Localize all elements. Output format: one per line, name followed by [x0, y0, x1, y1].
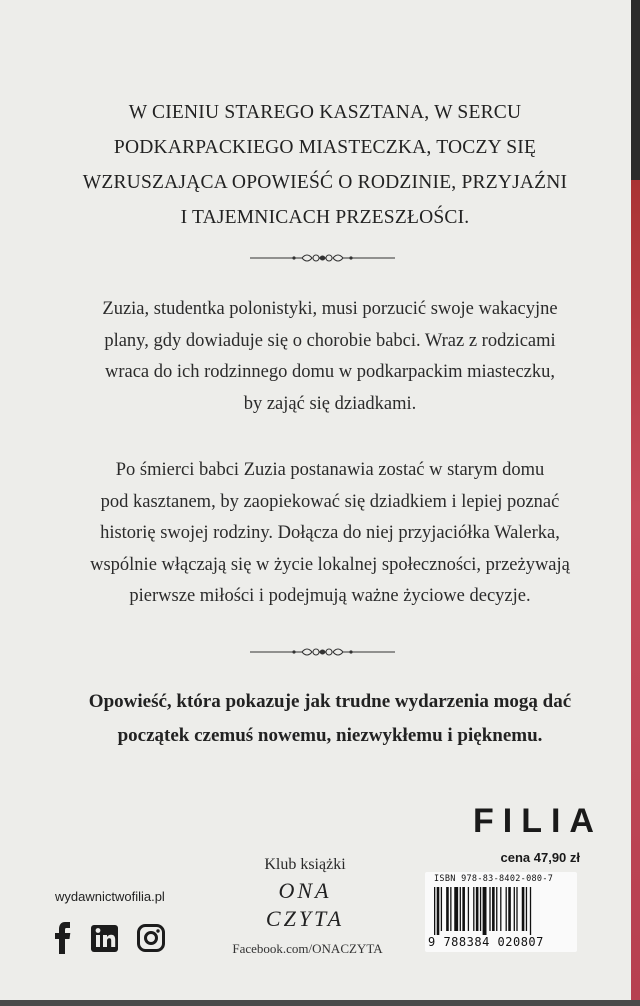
headline-line: WZRUSZAJĄCA OPOWIEŚĆ O RODZINIE, PRZYJAŹNI [82, 172, 568, 193]
publisher-logo: FILIA [473, 802, 603, 840]
headline-line: I TAJEMNICACH PRZESZŁOŚCI. [180, 207, 470, 228]
book-club-name-line-2: CZYTA [265, 906, 345, 931]
barcode-bars-icon [434, 887, 570, 935]
isbn-label: ISBN 978-83-8402-080-7 [434, 874, 554, 884]
ornament-divider-icon [250, 644, 395, 660]
paragraph-line: plany, gdy dowiaduje się o chorobie babci. Wraz z rodzicami [104, 330, 556, 351]
linkedin-icon[interactable] [90, 922, 120, 952]
book-club-facebook[interactable]: Facebook.com/ONACZYTA [232, 941, 383, 956]
tagline-line: początek czemuś nowemu, niezwykłemu i pięknemu. [117, 725, 543, 746]
headline-line: PODKARPACKIEGO MIASTECZKA, TOCZY SIĘ [113, 137, 537, 158]
paragraph-line: wspólnie włączają się w życie lokalnej społeczności, przeżywają [90, 554, 570, 575]
paragraph-line: Po śmierci babci Zuzia postanawia zostać w starym domu [115, 460, 545, 480]
tagline-line: Opowieść, która pokazuje jak trudne wydarzenia mogą dać [88, 691, 572, 712]
page-edge [631, 0, 640, 180]
price-label: cena 47,90 zł [500, 850, 580, 865]
instagram-icon[interactable] [136, 922, 166, 952]
paragraph-line: Zuzia, studentka polonistyki, musi porzucić swoje wakacyjne [102, 299, 558, 319]
spine-edge [631, 180, 640, 1006]
paragraph-line: pod kasztanem, by zaopiekować się dziadkiem i lepiej poznać [100, 491, 560, 512]
paragraph-line: pierwsze miłości i podejmują ważne życiowe decyzje. [129, 586, 531, 606]
barcode-digits: 9 788384 020807 [428, 935, 544, 949]
ornament-divider-icon [250, 250, 395, 266]
tagline-paragraph [40, 685, 620, 753]
book-club-name-line-1: ONA [278, 878, 332, 903]
description-paragraph-1 [40, 294, 620, 420]
description-paragraph-2 [40, 455, 620, 613]
paragraph-line: by zająć się dziadkami. [243, 393, 417, 414]
barcode [425, 872, 577, 952]
bottom-edge [0, 1000, 640, 1006]
book-club-label: Klub książki [264, 856, 346, 873]
paragraph-line: historię swojej rodziny. Dołącza do niej przyjaciółka Walerka, [100, 523, 560, 543]
headline-line: W CIENIU STAREGO KASZTANA, W SERCU [128, 102, 522, 123]
paragraph-line: wraca do ich rodzinnego domu w podkarpackim miasteczku, [104, 362, 556, 382]
headline [40, 95, 610, 235]
facebook-icon[interactable] [54, 922, 72, 954]
publisher-website[interactable]: wydawnictwofilia.pl [55, 889, 165, 904]
